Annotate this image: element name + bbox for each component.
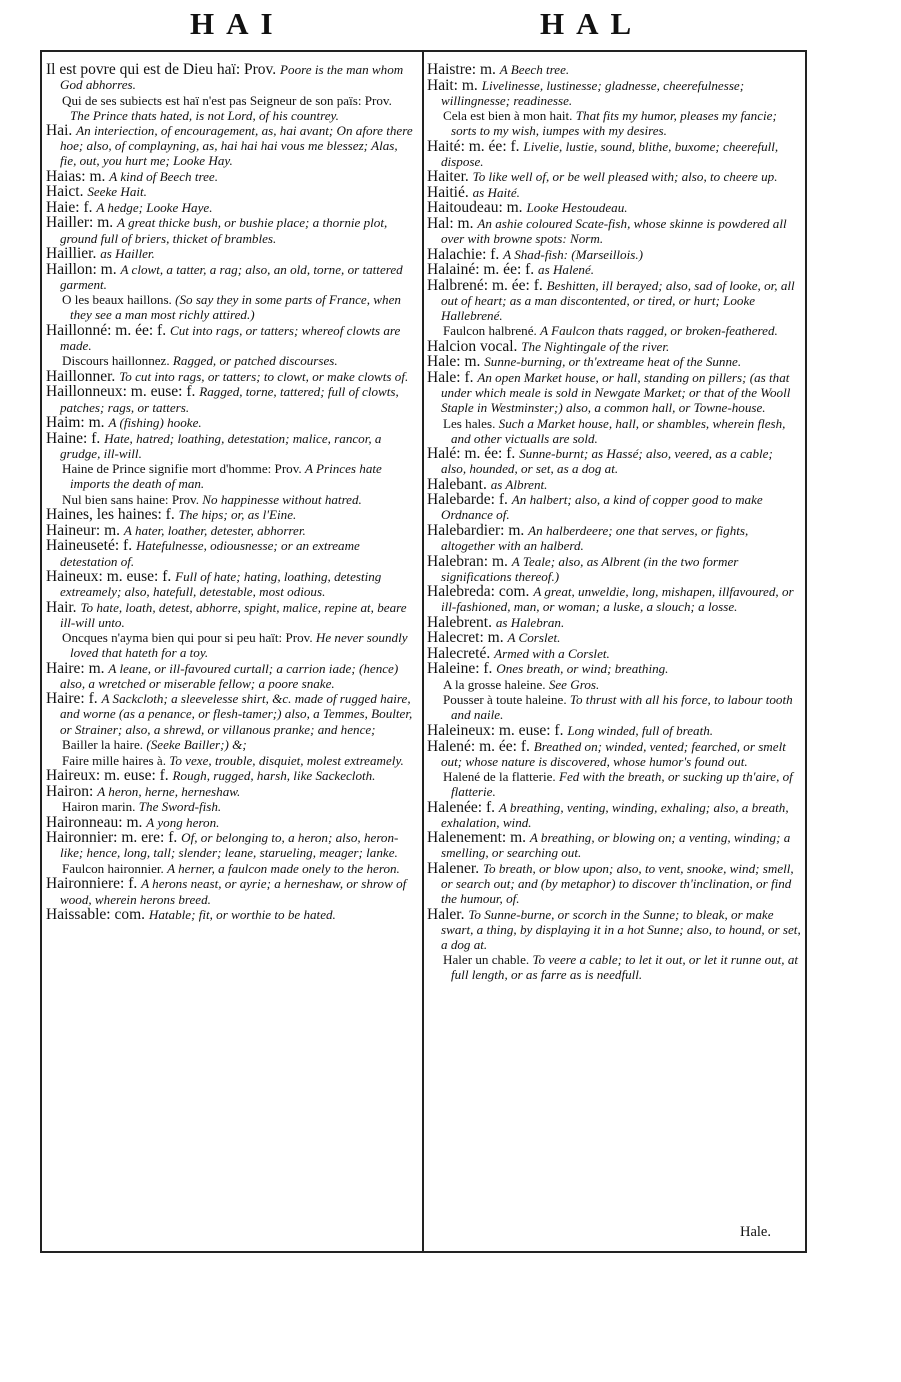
left-border [40, 50, 42, 1253]
headword: Halebran: m. [427, 552, 512, 570]
definition: Full of hate; hating, loathing, detesting extreamely; also, hatefull, detestable, most odious. [60, 569, 382, 600]
headword: Halachie: f. [427, 245, 504, 263]
headword: Haire: m. [46, 659, 109, 677]
headword: Haillonner. [46, 367, 120, 385]
headword: Cela est bien à mon hait. [443, 108, 576, 124]
definition: A Beech tree. [499, 62, 570, 77]
dictionary-entry [46, 691, 414, 736]
definition: Rough, rugged, harsh, like Sackecloth. [172, 768, 376, 784]
definition: Ragged, or patched discourses. [172, 353, 338, 369]
dictionary-entry [427, 477, 801, 492]
dictionary-entry [427, 739, 801, 769]
headword: Haillon: m. [46, 260, 121, 278]
dictionary-entry [46, 815, 414, 830]
definition: An halberdeere; one that serves, or fights, altogether with an halberd. [441, 522, 749, 553]
dictionary-entry [46, 262, 414, 292]
definition: Livelinesse, lustinesse; gladnesse, cheerefulnesse; willingnesse; readinesse. [441, 77, 745, 108]
definition: An open Market house, or hall, standing on pillers; (as that under which meale is sold in Newgate Market; or that of the Wooll Staple in Westminster;) also, a common hall, or Towne-house. [441, 369, 791, 416]
dictionary-entry [427, 584, 801, 614]
dictionary-entry [427, 446, 801, 476]
sub-entry [46, 861, 414, 876]
definition: An halbert; also, a kind of copper good to make Ordnance of. [441, 492, 763, 523]
definition: A breathing, venting, winding, exhaling; also, a breath, exhalation, wind. [441, 799, 789, 830]
definition: Fed with the breath, or sucking up th'aire, of flatterie. [451, 769, 793, 800]
definition: See Gros. [548, 676, 600, 692]
dictionary-entry [427, 169, 801, 184]
dictionary-entry [427, 492, 801, 522]
definition: A great, unweldie, long, mishapen, illfavoured, or ill-fashioned, man, or woman; a luske, a slouch; a losse. [441, 584, 794, 615]
headword: Haler un chable. [443, 952, 533, 968]
headword: Halebreda: com. [427, 583, 534, 601]
headword: Haineur: m. [46, 521, 124, 539]
dictionary-entry [46, 369, 414, 384]
definition: A (fishing) hooke. [108, 415, 202, 431]
headword: Hairon marin. [62, 799, 139, 815]
dictionary-entry [46, 507, 414, 522]
dictionary-entry [46, 876, 414, 906]
catchword: Hale. [740, 1224, 771, 1240]
sub-entry [46, 753, 414, 768]
dictionary-entry [427, 339, 801, 354]
dictionary-entry [427, 200, 801, 215]
headword: Haité: m. ée: f. [427, 137, 524, 155]
headword: Halebrent. [427, 613, 496, 631]
headword: Haineux: m. euse: f. [46, 568, 176, 586]
definition: To veere a cable; to let it out, or let it runne out, at full length, or as farre as is needfull. [451, 952, 799, 983]
headword: Haiter. [427, 168, 473, 186]
dictionary-entry [427, 78, 801, 108]
headword: Haine: f. [46, 429, 105, 447]
headword: Halenée: f. [427, 798, 499, 816]
dictionary-entry [46, 538, 414, 568]
definition: Seeke Hait. [87, 184, 147, 200]
sub-entry [46, 799, 414, 814]
sub-entry [427, 692, 801, 722]
definition: Hate, hatred; loathing, detestation; malice, rancor, a grudge, ill-will. [60, 430, 382, 461]
headword: O les beaux haillons. [62, 292, 176, 308]
headword: Hailler: m. [46, 214, 118, 232]
definition: Poore is the man whom God abhorres. [60, 62, 404, 93]
column-divider [422, 50, 424, 1253]
dictionary-entry [427, 661, 801, 676]
dictionary-entry [46, 415, 414, 430]
definition: A great thicke bush, or bushie place; a thornie plot, ground full of briers, thicket of brambles. [60, 215, 388, 246]
dictionary-entry [427, 615, 801, 630]
headword: Hair. [46, 598, 81, 616]
left-column [46, 62, 414, 923]
headword: Halebant. [427, 475, 491, 493]
headword: Halené: m. ée: f. [427, 737, 534, 755]
dictionary-entry [427, 185, 801, 200]
headword: Haine de Prince signifie mort d'homme: Prov. [62, 461, 305, 477]
dictionary-entry [46, 431, 414, 461]
definition: A herons neast, or ayrie; a herneshaw, or shrow of wood, wherein herons breed. [60, 876, 407, 907]
definition: To thrust with all his force, to labour tooth and naile. [451, 692, 793, 723]
headword: Qui de ses subiects est haï n'est pas Seigneur de son païs: Prov. [62, 92, 392, 108]
definition: A Shad-fish: (Marseillois.) [503, 246, 643, 262]
dictionary-entry [46, 200, 414, 215]
definition: A hater, loather, detester, abhorrer. [123, 522, 306, 538]
headword: Oncques n'ayma bien qui pour si peu haït: Prov. [62, 630, 316, 646]
right-border [805, 50, 807, 1253]
definition: A Princes hate imports the death of man. [70, 461, 382, 492]
headword: Halé: m. ée: f. [427, 445, 520, 463]
definition: Livelie, lustie, sound, blithe, buxome; cheerefull, dispose. [441, 138, 779, 169]
definition: Long winded, full of breath. [567, 723, 714, 739]
sub-entry [427, 769, 801, 799]
headword: Haim: m. [46, 414, 109, 432]
dictionary-entry [427, 861, 801, 906]
definition: A Faulcon thats ragged, or broken-feathered. [540, 323, 778, 339]
headword: Hait: m. [427, 76, 482, 94]
definition: as Hailler. [100, 246, 155, 262]
definition: To Sunne-burne, or scorch in the Sunne; to bleak, or make swart, a thing, by displaying it in a hot Sunne; also, to hound, or set, a dog at. [441, 906, 801, 952]
definition: Of, or belonging to, a heron; also, heron-like; hence, long, tall; slender; leane, starueling, meager; lanke. [60, 830, 399, 861]
dictionary-entry [427, 830, 801, 860]
dictionary-entry [427, 278, 801, 323]
definition: A Corslet. [507, 630, 561, 646]
headword: Halecret: m. [427, 629, 508, 647]
headword: Haillonné: m. ée: f. [46, 321, 170, 339]
headword: Haleine: f. [427, 660, 497, 678]
headword: Hai. [46, 122, 77, 140]
headword: Faire mille haires à. [62, 752, 170, 768]
definition: as Haité. [472, 184, 520, 200]
definition: A Sackcloth; a sleevelesse shirt, &c. made of rugged haire, and worne (as a penance, or flesh-tamer;) also, a Temmes, Boulter, or Strainer; also, a shrewd, or villanous pranke; and hence; [60, 691, 413, 737]
headword: Halener. [427, 859, 483, 877]
headword: Faulcon haironnier. [62, 860, 168, 876]
definition: as Halebran. [495, 614, 565, 630]
dictionary-entry [427, 554, 801, 584]
definition: A kind of Beech tree. [109, 168, 218, 184]
definition: To like well of, or be well pleased with; also, to cheere up. [472, 169, 778, 185]
definition: Cut into rags, or tatters; whereof clowts are made. [60, 322, 401, 353]
headword: Halebardier: m. [427, 521, 529, 539]
definition: A hedge; Looke Haye. [96, 199, 213, 215]
definition: To vexe, trouble, disquiet, molest extreamely. [169, 752, 404, 768]
headword: Pousser à toute haleine. [443, 692, 570, 708]
headword: Haillonneux: m. euse: f. [46, 383, 200, 401]
definition: He never soundly loved that hateth for a toy. [70, 630, 408, 661]
definition: A heron, herne, herneshaw. [97, 783, 241, 799]
definition: (Seeke Bailler;) &; [146, 737, 247, 753]
dictionary-entry [427, 800, 801, 830]
definition: An ashie coloured Scate-fish, whose skinne is powdered all over with browne spots: Norm. [441, 215, 787, 247]
dictionary-entry [46, 768, 414, 783]
definition: An interiection, of encouragement, as, hai avant; On afore there hoe; also, of complayning, as, hai hai hai vous me blessez; Alas, fie, out, you hurt me; Looke Hay. [60, 123, 413, 169]
headword: Halcion vocal. [427, 337, 522, 355]
dictionary-entry [46, 784, 414, 799]
headword: Haleineux: m. euse: f. [427, 722, 568, 740]
dictionary-entry [427, 646, 801, 661]
definition: Such a Market house, hall, or shambles, wherein flesh, and other victualls are sold. [451, 415, 786, 446]
sub-entry [46, 461, 414, 491]
headword: Hale: f. [427, 368, 478, 386]
definition: The Nightingale of the river. [521, 338, 670, 354]
dictionary-entry [46, 62, 414, 92]
definition: That fits my humor, pleases my fancie; sorts to my wish, iumpes with my desires. [451, 108, 777, 139]
sub-entry [46, 630, 414, 660]
headword: A la grosse haleine. [443, 676, 549, 692]
dictionary-entry [46, 323, 414, 353]
headword: Discours haillonnez. [62, 353, 173, 369]
headword: Halenement: m. [427, 829, 530, 847]
dictionary-entry [46, 184, 414, 199]
headword: Haineuseté: f. [46, 537, 136, 555]
definition: Armed with a Corslet. [494, 645, 610, 661]
definition: The Prince thats hated, is not Lord, of his countrey. [70, 107, 339, 123]
definition: Hatefulnesse, odiousnesse; or an extreame detestation of. [60, 538, 360, 569]
headword: Haitié. [427, 183, 473, 201]
dictionary-entry [46, 215, 414, 245]
dictionary-entry [427, 630, 801, 645]
right-running-head: HAL [540, 6, 644, 41]
definition: Hatable; fit, or worthie to be hated. [148, 907, 336, 923]
dictionary-entry [427, 262, 801, 277]
dictionary-entry [427, 62, 801, 77]
sub-entry [427, 416, 801, 446]
definition: as Albrent. [490, 476, 548, 492]
headword: Haironneau: m. [46, 813, 147, 831]
headword: Bailler la haire. [62, 737, 147, 753]
dictionary-entry [427, 216, 801, 246]
headword: Halebarde: f. [427, 491, 512, 509]
headword: Haillier. [46, 245, 101, 263]
definition: No happinesse without hatred. [202, 491, 362, 507]
definition: A yong heron. [146, 814, 220, 830]
dictionary-entry [46, 123, 414, 168]
definition: To cut into rags, or tatters; to clowt, or make clowts of. [119, 368, 409, 384]
headword: Hale: m. [427, 353, 485, 371]
headword: Hal: m. [427, 214, 478, 232]
definition: as Halené. [538, 262, 595, 278]
definition: Sunne-burnt; as Hassé; also, veered, as a cable; also, hounded, or set, as a dog at. [441, 446, 773, 477]
dictionary-entry [427, 523, 801, 553]
definition: To hate, loath, detest, abhorre, spight, malice, repine at, beare ill-will unto. [60, 599, 407, 630]
dictionary-entry [46, 169, 414, 184]
sub-entry [427, 677, 801, 692]
headword: Haireux: m. euse: f. [46, 767, 173, 785]
definition: (So say they in some parts of France, when they see a man most richly attired.) [70, 292, 401, 323]
headword: Halbrené: m. ée: f. [427, 276, 547, 294]
definition: A herner, a faulcon made onely to the heron. [167, 860, 400, 876]
definition: A breathing, or blowing on; a venting, winding; a smelling, or searching out. [441, 830, 791, 861]
dictionary-entry [427, 723, 801, 738]
headword: Haitoudeau: m. [427, 199, 527, 217]
definition: Looke Hestoudeau. [526, 200, 628, 216]
dictionary-entry [427, 354, 801, 369]
definition: Ragged, torne, tattered; full of clowts, patches; rags, or tatters. [60, 384, 399, 415]
sub-entry [46, 737, 414, 752]
headword: Haire: f. [46, 690, 102, 708]
definition: Breathed on; winded, vented; fearched, or smelt out; whose nature is discovered, whose humor's found out. [441, 738, 786, 769]
headword: Halainé: m. ée: f. [427, 261, 539, 279]
headword: Halené de la flatterie. [443, 769, 559, 785]
headword: Haie: f. [46, 198, 97, 216]
definition: The Sword-fish. [138, 799, 222, 815]
definition: Sunne-burning, or th'extreame heat of the Sunne. [484, 354, 742, 370]
sub-entry [427, 952, 801, 982]
definition: Ones breath, or wind; breathing. [496, 661, 669, 677]
dictionary-entry [46, 830, 414, 860]
dictionary-entry [46, 569, 414, 599]
headword: Haines, les haines: f. [46, 506, 179, 524]
dictionary-entry [46, 246, 414, 261]
headword: Hairon: [46, 782, 98, 800]
sub-entry [46, 93, 414, 123]
definition: Beshitten, ill berayed; also, sad of looke, or, all out of heart; as a man discontented, or tired, or hurt; Looke Hallebrené. [441, 277, 795, 323]
sub-entry [427, 108, 801, 138]
headword: Il est povre qui est de Dieu haï: Prov. [46, 61, 281, 78]
headword: Haler. [427, 905, 469, 923]
headword: Nul bien sans haine: Prov. [62, 491, 203, 507]
dictionary-entry [427, 247, 801, 262]
dictionary-entry [427, 370, 801, 415]
headword: Faulcon halbrené. [443, 323, 541, 339]
headword: Les hales. [443, 415, 499, 431]
definition: A clowt, a tatter, a rag; also, an old, torne, or tattered garment. [60, 261, 403, 292]
dictionary-entry [46, 523, 414, 538]
headword: Haistre: m. [427, 61, 500, 78]
headword: Halecreté. [427, 644, 495, 662]
headword: Haissable: com. [46, 906, 149, 924]
headword: Haironniere: f. [46, 875, 142, 893]
dictionary-entry [46, 600, 414, 630]
headword: Haict. [46, 183, 88, 201]
right-column [427, 62, 801, 983]
definition: To breath, or blow upon; also, to vent, snooke, wind; smell, or search out; and (by metaphor) to discover th'inclination, or find the humour, of. [441, 860, 794, 907]
left-running-head: HAI [190, 6, 285, 41]
dictionary-entry [427, 139, 801, 169]
dictionary-entry [46, 384, 414, 414]
definition: A leane, or ill-favoured curtall; a carrion iade; (hence) also, a wretched or miserable fellow; a poore snake. [60, 660, 399, 691]
dictionary-entry [427, 907, 801, 952]
sub-entry [427, 323, 801, 338]
sub-entry [46, 292, 414, 322]
dictionary-entry [46, 907, 414, 922]
definition: A Teale; also, as Albrent (in the two former significations thereof.) [441, 553, 739, 584]
definition: The hips; or, as l'Eine. [178, 507, 297, 523]
sub-entry [46, 492, 414, 507]
headword: Haironnier: m. ere: f. [46, 829, 182, 847]
dictionary-entry [46, 661, 414, 691]
sub-entry [46, 353, 414, 368]
headword: Haias: m. [46, 167, 110, 185]
